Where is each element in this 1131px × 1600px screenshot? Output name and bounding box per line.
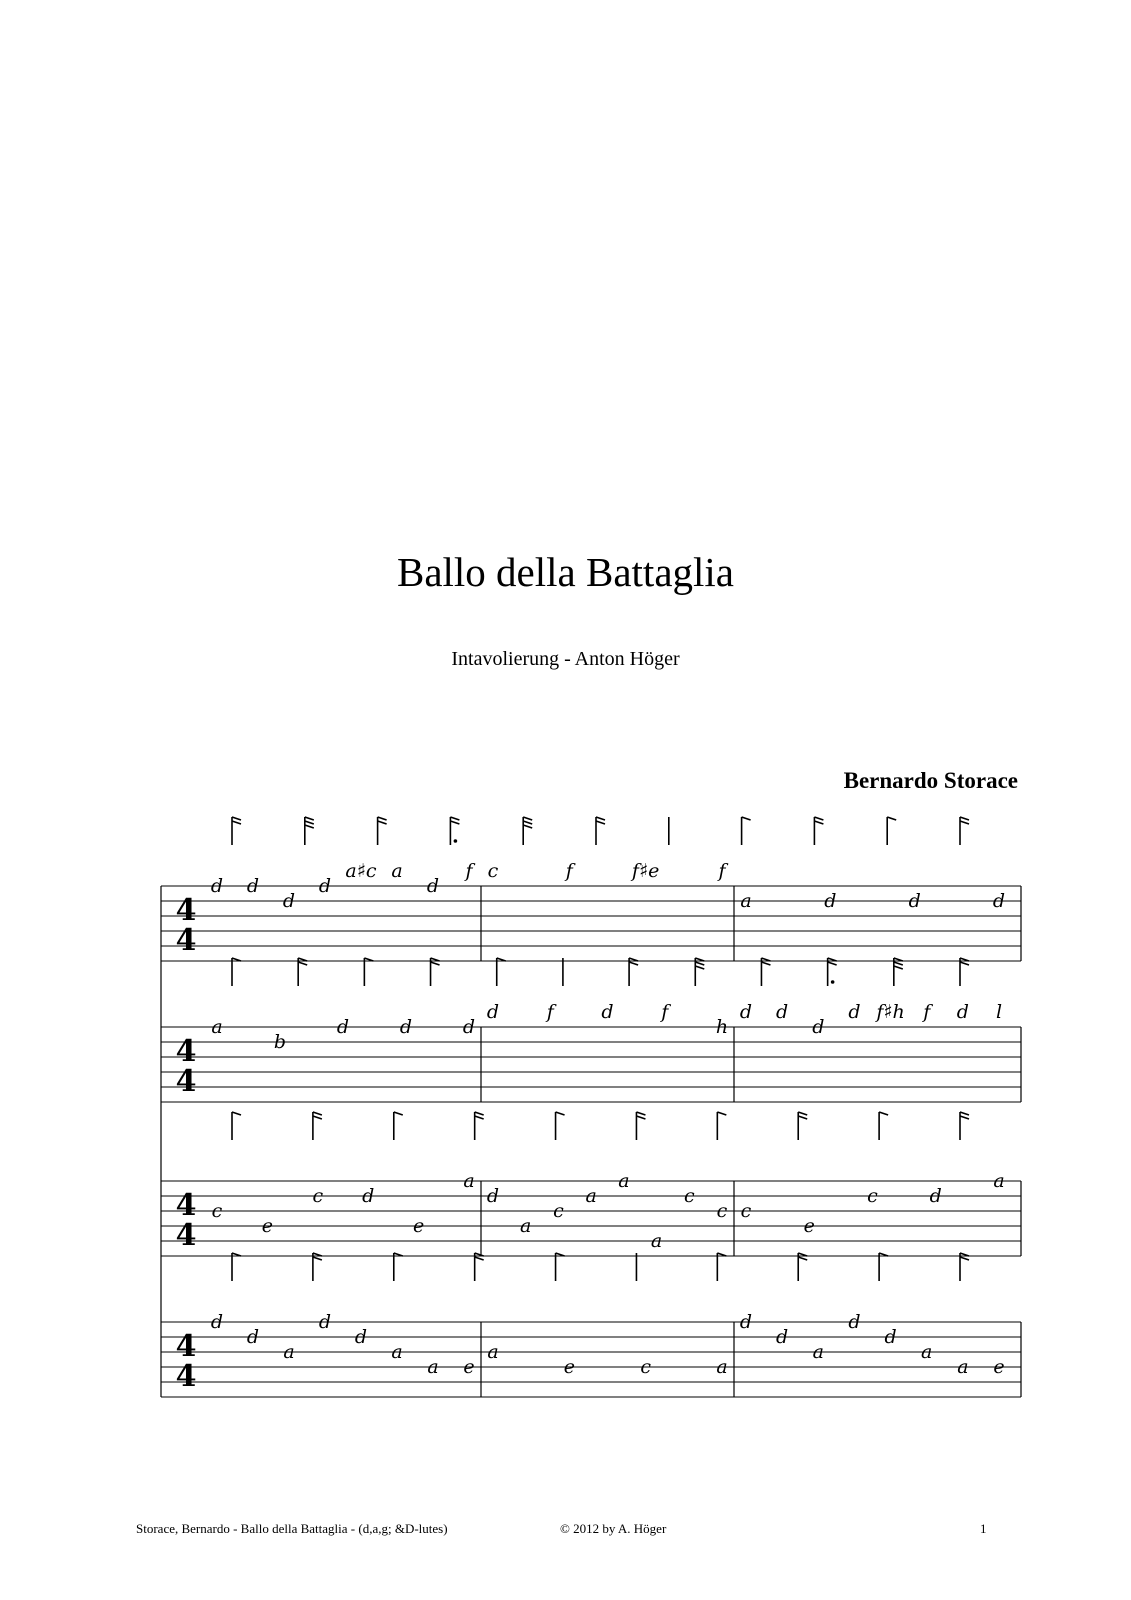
tab-letter: a [585,1185,597,1207]
tab-letter: f [718,860,726,882]
rhythm-flag [475,1116,484,1119]
time-signature-denominator: 4 [175,1218,197,1253]
rhythm-flag [717,1112,726,1115]
tab-letter: d [246,875,260,897]
rhythm-flag [378,821,387,824]
rhythm-flag [305,825,314,828]
tab-letter: d [848,1001,861,1023]
rhythm-flag [879,1112,888,1115]
rhythm-flag [378,817,387,820]
rhythm-flag [960,1116,969,1119]
rhythm-flag [313,1257,322,1260]
tab-letter: d [776,1001,789,1023]
tab-letter: l [995,1001,1003,1023]
tab-letter: d [318,1311,332,1333]
rhythm-flag [305,821,314,824]
tab-letter: c [312,1185,324,1207]
rhythm-flag [232,1112,241,1115]
rhythm-flag [814,817,823,820]
tab-letter: c [867,1185,878,1207]
tab-letter: d [426,875,440,897]
rhythm-flag [450,821,459,824]
rhythm-flag [596,817,605,820]
tab-letter: d [739,1311,753,1333]
time-signature-numerator: 4 [175,893,197,928]
footer-source-info: Storace, Bernardo - Ballo della Battaglia - (d,a,g; &D-lutes) [136,1521,448,1536]
tab-letter: d [336,1016,350,1038]
tab-letter: f♯h [876,1001,905,1023]
rhythm-flag [887,817,896,820]
tab-letter: c [487,860,499,882]
tab-letter: b [273,1031,287,1053]
rhythm-flag [960,817,969,820]
tab-letter: d [824,890,837,912]
rhythm-flag [960,1257,969,1260]
tab-letter: c [553,1200,564,1222]
tab-letter: d [956,1001,969,1023]
tab-letter: d [992,890,1006,912]
tab-letter: a [618,1170,630,1192]
rhythm-flag [761,962,770,965]
time-signature-denominator: 4 [175,1359,197,1394]
tab-letter: d [848,1311,861,1333]
tab-letter: a [993,1170,1005,1192]
tab-letter: d [486,1185,500,1207]
rhythm-flag [313,1116,322,1119]
rhythm-flag [798,1257,807,1260]
rhythm-dot [454,839,458,843]
rhythm-flag [450,817,459,820]
tab-letter: d [812,1016,825,1038]
tab-letter: a [520,1215,532,1237]
tab-letter: d [462,1016,476,1038]
tab-letter: f♯e [631,860,660,882]
rhythm-flag [695,966,704,969]
rhythm-flag [475,1257,484,1260]
tab-letter: f [546,1001,554,1023]
rhythm-flag [556,1112,565,1115]
rhythm-flag [629,962,638,965]
tab-letter: c [640,1356,651,1378]
rhythm-flag [695,962,704,965]
rhythm-flag [742,817,751,820]
rhythm-flag [394,1112,403,1115]
rhythm-flag [636,1116,645,1119]
rhythm-flag [232,821,241,824]
rhythm-flag [894,966,903,969]
tab-letter: a [463,1170,475,1192]
tab-letter: h [715,1016,729,1038]
tab-letter: a [427,1356,439,1378]
tab-letter: e [463,1356,475,1378]
tab-letter: a [391,860,403,882]
tab-letter: d [739,1001,753,1023]
tab-letter: d [318,875,332,897]
tab-letter: a [921,1341,933,1363]
tab-letter: f [465,860,473,882]
tab-letter: a [487,1341,499,1363]
rhythm-flag [475,1112,484,1115]
tab-letter: d [486,1001,500,1023]
rhythm-flag [431,962,440,965]
rhythm-flag [798,1116,807,1119]
tab-letter: d [210,875,224,897]
tab-letter: e [261,1215,274,1237]
rhythm-flag [894,962,903,965]
tab-letter: a [283,1341,295,1363]
rhythm-flag [798,1112,807,1115]
time-signature-denominator: 4 [175,1064,197,1099]
rhythm-flag [523,817,532,820]
rhythm-flag [960,962,969,965]
tab-letter: c [211,1200,223,1222]
rhythm-flag [305,817,314,820]
page-number: 1 [980,1521,987,1536]
time-signature-numerator: 4 [175,1329,197,1364]
tab-letter: a [740,890,752,912]
time-signature-numerator: 4 [175,1188,197,1223]
tab-letter: d [210,1311,224,1333]
rhythm-flag [232,817,241,820]
footer-copyright: © 2012 by A. Höger [560,1521,667,1536]
piece-title: Ballo della Battaglia [396,549,734,595]
tab-letter: d [246,1326,260,1348]
tab-letter: c [683,1185,695,1207]
tab-letter: f [565,860,573,882]
rhythm-flag [298,962,307,965]
rhythm-flag [313,1112,322,1115]
tab-letter: a [957,1356,969,1378]
tab-letter: a [812,1341,824,1363]
rhythm-flag [596,821,605,824]
tab-letter: d [601,1001,614,1023]
tab-letter: e [412,1215,425,1237]
tab-letter: d [929,1185,942,1207]
rhythm-flag [960,821,969,824]
tab-letter: e [803,1215,815,1237]
tab-letter: e [993,1356,1005,1378]
tab-letter: d [354,1326,368,1348]
tab-letter: d [399,1016,413,1038]
tab-letter: a [650,1230,663,1252]
tab-letter: a♯c [345,860,377,882]
tab-letter: d [776,1326,789,1348]
rhythm-flag [636,1112,645,1115]
tab-letter: d [282,890,296,912]
tab-letter: d [908,890,921,912]
tab-letter: d [884,1326,897,1348]
tab-letter: f [923,1001,931,1023]
tab-letter: a [716,1356,728,1378]
tab-letter: c [740,1200,752,1222]
rhythm-flag [523,821,532,824]
tab-letter: c [716,1200,728,1222]
tab-letter: d [362,1185,375,1207]
rhythm-flag [960,1112,969,1115]
composer-name: Bernardo Storace [843,768,1018,793]
tab-letter: a [391,1341,403,1363]
rhythm-flag [523,825,532,828]
time-signature-numerator: 4 [175,1034,197,1069]
tab-letter: e [563,1356,575,1378]
arranger-credit: Intavolierung - Anton Höger [451,648,680,670]
tab-letter: f [661,1001,669,1023]
rhythm-flag [828,962,837,965]
rhythm-flag [814,821,823,824]
rhythm-dot [831,980,835,984]
time-signature-denominator: 4 [175,923,197,958]
tab-letter: a [211,1016,223,1038]
